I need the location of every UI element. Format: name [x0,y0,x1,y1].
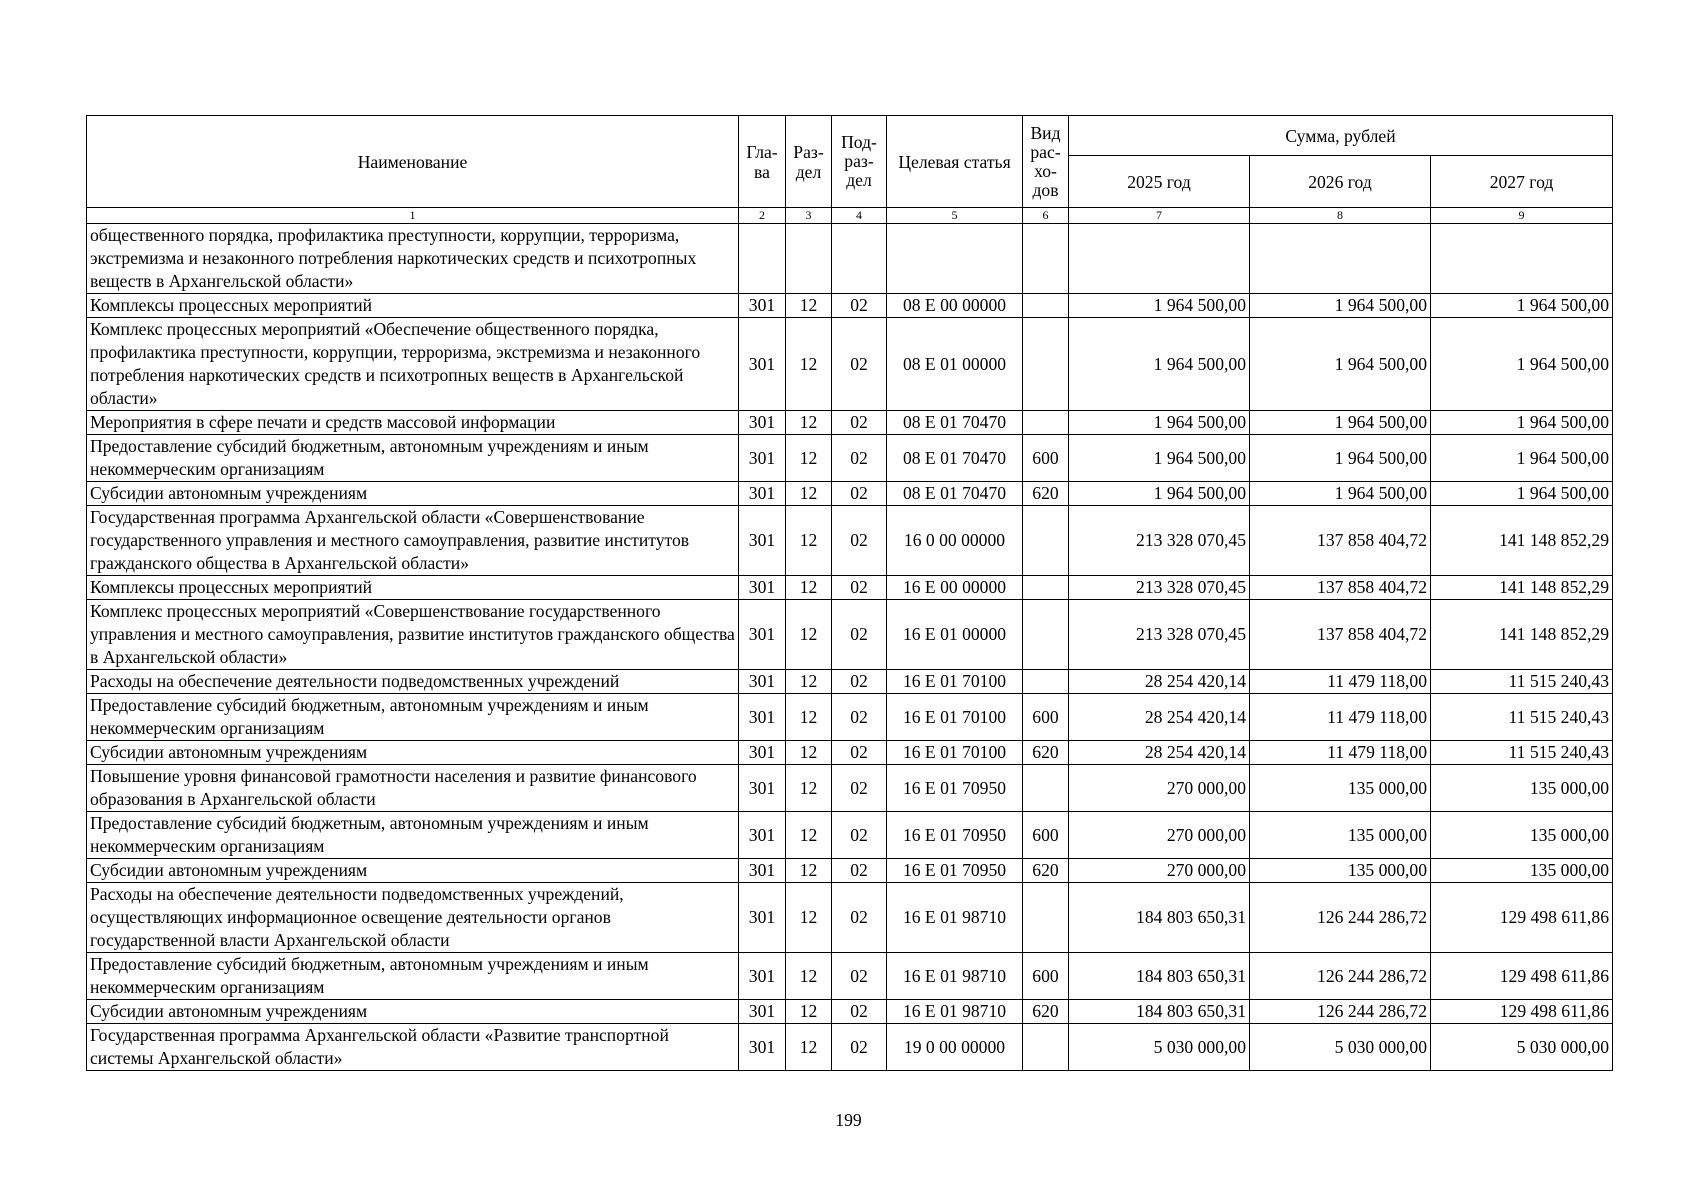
row-amount-2026: 135 000,00 [1250,859,1431,883]
row-amount-2026: 1 964 500,00 [1250,435,1431,482]
row-section: 12 [786,318,832,411]
row-expense-type [1023,411,1069,435]
row-target-article: 08 Е 01 70470 [887,482,1023,506]
row-target-article: 08 Е 01 00000 [887,318,1023,411]
row-section: 12 [786,812,832,859]
row-amount-2026: 137 858 404,72 [1250,600,1431,670]
row-expense-type [1023,1024,1069,1071]
row-amount-2027: 129 498 611,86 [1431,953,1613,1000]
row-section: 12 [786,953,832,1000]
row-name: Предоставление субсидий бюджетным, автономным учреждениям и иным некоммерческим организациям [87,812,739,859]
table-row [87,812,1613,859]
row-subsection: 02 [832,741,887,765]
row-amount-2025: 270 000,00 [1069,812,1250,859]
row-subsection: 02 [832,1000,887,1024]
row-section: 12 [786,670,832,694]
table-row [87,953,1613,1000]
row-amount-2027: 141 148 852,29 [1431,576,1613,600]
row-target-article: 19 0 00 00000 [887,1024,1023,1071]
row-amount-2025: 184 803 650,31 [1069,1000,1250,1024]
header-sum: Сумма, рублей [1069,116,1613,156]
row-expense-type: 600 [1023,435,1069,482]
table-row [87,600,1613,670]
row-target-article: 16 Е 01 98710 [887,1000,1023,1024]
column-number: 3 [786,208,832,224]
row-name: Субсидии автономным учреждениям [87,741,739,765]
row-expense-type [1023,318,1069,411]
row-section: 12 [786,765,832,812]
table-header [87,116,1613,224]
page-number: 199 [835,1110,862,1130]
table-row [87,576,1613,600]
row-section [786,224,832,294]
row-section: 12 [786,883,832,953]
row-target-article: 16 Е 01 70100 [887,670,1023,694]
column-number: 6 [1023,208,1069,224]
table-row [87,1000,1613,1024]
row-amount-2027: 135 000,00 [1431,859,1613,883]
row-subsection: 02 [832,670,887,694]
row-amount-2026: 11 479 118,00 [1250,694,1431,741]
row-amount-2025: 28 254 420,14 [1069,694,1250,741]
row-target-article: 16 Е 01 70100 [887,694,1023,741]
row-target-article: 16 Е 01 98710 [887,883,1023,953]
row-amount-2026: 126 244 286,72 [1250,953,1431,1000]
row-name: Комплекс процессных мероприятий «Совершенствование государственного управления и местного самоуправления, развитие институтов гражданского общества в Архангельской области» [87,600,739,670]
row-subsection: 02 [832,1024,887,1071]
row-chapter: 301 [739,576,786,600]
row-amount-2026: 137 858 404,72 [1250,506,1431,576]
row-expense-type [1023,576,1069,600]
table-row [87,670,1613,694]
row-chapter: 301 [739,765,786,812]
row-amount-2027: 129 498 611,86 [1431,1000,1613,1024]
row-expense-type: 620 [1023,741,1069,765]
row-amount-2027: 11 515 240,43 [1431,741,1613,765]
row-chapter: 301 [739,318,786,411]
table-row [87,765,1613,812]
column-number: 2 [739,208,786,224]
row-amount-2025: 5 030 000,00 [1069,1024,1250,1071]
row-amount-2026: 135 000,00 [1250,812,1431,859]
row-amount-2025: 213 328 070,45 [1069,506,1250,576]
row-name: Комплексы процессных мероприятий [87,294,739,318]
table-row [87,741,1613,765]
row-expense-type: 600 [1023,953,1069,1000]
row-chapter: 301 [739,812,786,859]
row-amount-2027: 135 000,00 [1431,765,1613,812]
column-number: 7 [1069,208,1250,224]
row-amount-2025: 1 964 500,00 [1069,482,1250,506]
table-row [87,506,1613,576]
row-name: Расходы на обеспечение деятельности подведомственных учреждений [87,670,739,694]
row-amount-2025: 1 964 500,00 [1069,435,1250,482]
row-section: 12 [786,411,832,435]
row-name: Субсидии автономным учреждениям [87,859,739,883]
row-amount-2027: 129 498 611,86 [1431,883,1613,953]
row-name: Комплексы процессных мероприятий [87,576,739,600]
row-chapter: 301 [739,600,786,670]
row-amount-2026: 1 964 500,00 [1250,318,1431,411]
row-target-article [887,224,1023,294]
row-subsection [832,224,887,294]
row-chapter: 301 [739,411,786,435]
row-expense-type: 600 [1023,694,1069,741]
row-expense-type [1023,224,1069,294]
row-expense-type: 620 [1023,482,1069,506]
row-name: Субсидии автономным учреждениям [87,482,739,506]
header-target-article: Целевая статья [887,116,1023,208]
header-expense-type: Вид рас-хо-дов [1023,116,1069,208]
row-target-article: 16 0 00 00000 [887,506,1023,576]
row-amount-2026: 11 479 118,00 [1250,670,1431,694]
row-chapter: 301 [739,859,786,883]
header-subsection: Под-раз-дел [832,116,887,208]
row-name: Мероприятия в сфере печати и средств массовой информации [87,411,739,435]
row-target-article: 08 Е 01 70470 [887,435,1023,482]
row-amount-2025: 184 803 650,31 [1069,883,1250,953]
row-amount-2027: 1 964 500,00 [1431,435,1613,482]
row-subsection: 02 [832,482,887,506]
row-section: 12 [786,1024,832,1071]
row-amount-2026: 11 479 118,00 [1250,741,1431,765]
row-target-article: 16 Е 01 70950 [887,859,1023,883]
row-amount-2025: 184 803 650,31 [1069,953,1250,1000]
row-amount-2027: 141 148 852,29 [1431,506,1613,576]
budget-document [86,115,1612,1071]
row-subsection: 02 [832,765,887,812]
row-chapter: 301 [739,883,786,953]
row-target-article: 16 Е 01 70100 [887,741,1023,765]
row-section: 12 [786,741,832,765]
table-row [87,883,1613,953]
row-amount-2026: 1 964 500,00 [1250,411,1431,435]
row-amount-2027: 1 964 500,00 [1431,482,1613,506]
row-amount-2027: 11 515 240,43 [1431,670,1613,694]
row-chapter: 301 [739,294,786,318]
row-expense-type [1023,506,1069,576]
budget-table [86,115,1613,1071]
row-amount-2025: 213 328 070,45 [1069,576,1250,600]
row-chapter: 301 [739,482,786,506]
row-chapter: 301 [739,741,786,765]
row-amount-2025: 270 000,00 [1069,765,1250,812]
table-row [87,1024,1613,1071]
row-amount-2026: 135 000,00 [1250,765,1431,812]
row-section: 12 [786,294,832,318]
row-section: 12 [786,435,832,482]
header-year-2026: 2026 год [1250,156,1431,208]
table-row [87,435,1613,482]
table-row [87,694,1613,741]
row-name: Предоставление субсидий бюджетным, автономным учреждениям и иным некоммерческим организациям [87,694,739,741]
row-section: 12 [786,506,832,576]
row-target-article: 16 Е 01 70950 [887,812,1023,859]
row-name: Предоставление субсидий бюджетным, автономным учреждениям и иным некоммерческим организациям [87,435,739,482]
row-name: Повышение уровня финансовой грамотности населения и развитие финансового образования в Архангельской области [87,765,739,812]
row-target-article: 16 Е 01 70950 [887,765,1023,812]
table-row [87,318,1613,411]
row-expense-type: 620 [1023,1000,1069,1024]
column-number-row [87,208,1613,224]
header-chapter: Гла-ва [739,116,786,208]
row-section: 12 [786,482,832,506]
column-number: 8 [1250,208,1431,224]
row-chapter [739,224,786,294]
row-target-article: 16 Е 01 98710 [887,953,1023,1000]
column-number: 4 [832,208,887,224]
row-subsection: 02 [832,694,887,741]
row-amount-2027: 135 000,00 [1431,812,1613,859]
row-section: 12 [786,600,832,670]
row-subsection: 02 [832,411,887,435]
row-section: 12 [786,1000,832,1024]
row-chapter: 301 [739,694,786,741]
row-subsection: 02 [832,600,887,670]
row-amount-2026: 5 030 000,00 [1250,1024,1431,1071]
row-chapter: 301 [739,1000,786,1024]
table-row [87,859,1613,883]
column-number: 9 [1431,208,1613,224]
row-name: Субсидии автономным учреждениям [87,1000,739,1024]
row-amount-2026: 126 244 286,72 [1250,1000,1431,1024]
column-number: 5 [887,208,1023,224]
row-subsection: 02 [832,812,887,859]
column-number: 1 [87,208,739,224]
row-target-article: 16 Е 01 00000 [887,600,1023,670]
row-target-article: 08 Е 00 00000 [887,294,1023,318]
row-name: Государственная программа Архангельской области «Совершенствование государственного управления и местного самоуправления, развитие институтов гражданского общества в Архангельской области» [87,506,739,576]
row-name: Расходы на обеспечение деятельности подведомственных учреждений, осуществляющих информационное освещение деятельности органов государственной власти Архангельской области [87,883,739,953]
row-subsection: 02 [832,318,887,411]
row-chapter: 301 [739,1024,786,1071]
row-target-article: 16 Е 00 00000 [887,576,1023,600]
row-amount-2026: 1 964 500,00 [1250,482,1431,506]
row-amount-2025: 28 254 420,14 [1069,741,1250,765]
row-subsection: 02 [832,576,887,600]
row-section: 12 [786,576,832,600]
row-amount-2025: 1 964 500,00 [1069,318,1250,411]
row-subsection: 02 [832,506,887,576]
row-amount-2026: 137 858 404,72 [1250,576,1431,600]
row-expense-type [1023,670,1069,694]
table-body [87,224,1613,1071]
row-amount-2027: 141 148 852,29 [1431,600,1613,670]
row-name: Комплекс процессных мероприятий «Обеспечение общественного порядка, профилактика преступности, коррупции, терроризма, экстремизма и незаконного потребления наркотических средств и психотропных веществ в Архангельской области» [87,318,739,411]
header-year-2025: 2025 год [1069,156,1250,208]
row-chapter: 301 [739,435,786,482]
row-amount-2027 [1431,224,1613,294]
row-chapter: 301 [739,506,786,576]
row-amount-2025: 28 254 420,14 [1069,670,1250,694]
row-amount-2026: 126 244 286,72 [1250,883,1431,953]
row-amount-2027: 1 964 500,00 [1431,411,1613,435]
row-amount-2025: 1 964 500,00 [1069,294,1250,318]
row-expense-type [1023,294,1069,318]
row-name: Государственная программа Архангельской области «Развитие транспортной системы Архангельской области» [87,1024,739,1071]
row-section: 12 [786,694,832,741]
row-amount-2026: 1 964 500,00 [1250,294,1431,318]
header-name: Наименование [87,116,739,208]
row-subsection: 02 [832,859,887,883]
table-row [87,294,1613,318]
row-expense-type [1023,765,1069,812]
row-amount-2027: 5 030 000,00 [1431,1024,1613,1071]
row-target-article: 08 Е 01 70470 [887,411,1023,435]
row-amount-2027: 1 964 500,00 [1431,318,1613,411]
row-amount-2027: 11 515 240,43 [1431,694,1613,741]
row-chapter: 301 [739,953,786,1000]
row-amount-2025 [1069,224,1250,294]
row-expense-type: 620 [1023,859,1069,883]
row-name: общественного порядка, профилактика преступности, коррупции, терроризма, экстремизма и незаконного потребления наркотических средств и психотропных веществ в Архангельской области» [87,224,739,294]
row-amount-2025: 1 964 500,00 [1069,411,1250,435]
table-row [87,411,1613,435]
row-expense-type [1023,883,1069,953]
row-name: Предоставление субсидий бюджетным, автономным учреждениям и иным некоммерческим организациям [87,953,739,1000]
row-section: 12 [786,859,832,883]
table-row [87,482,1613,506]
header-year-2027: 2027 год [1431,156,1613,208]
row-subsection: 02 [832,883,887,953]
row-expense-type: 600 [1023,812,1069,859]
row-amount-2027: 1 964 500,00 [1431,294,1613,318]
row-amount-2025: 213 328 070,45 [1069,600,1250,670]
row-amount-2026 [1250,224,1431,294]
row-amount-2025: 270 000,00 [1069,859,1250,883]
row-chapter: 301 [739,670,786,694]
row-subsection: 02 [832,953,887,1000]
row-subsection: 02 [832,294,887,318]
table-row [87,224,1613,294]
header-section: Раз-дел [786,116,832,208]
row-subsection: 02 [832,435,887,482]
row-expense-type [1023,600,1069,670]
